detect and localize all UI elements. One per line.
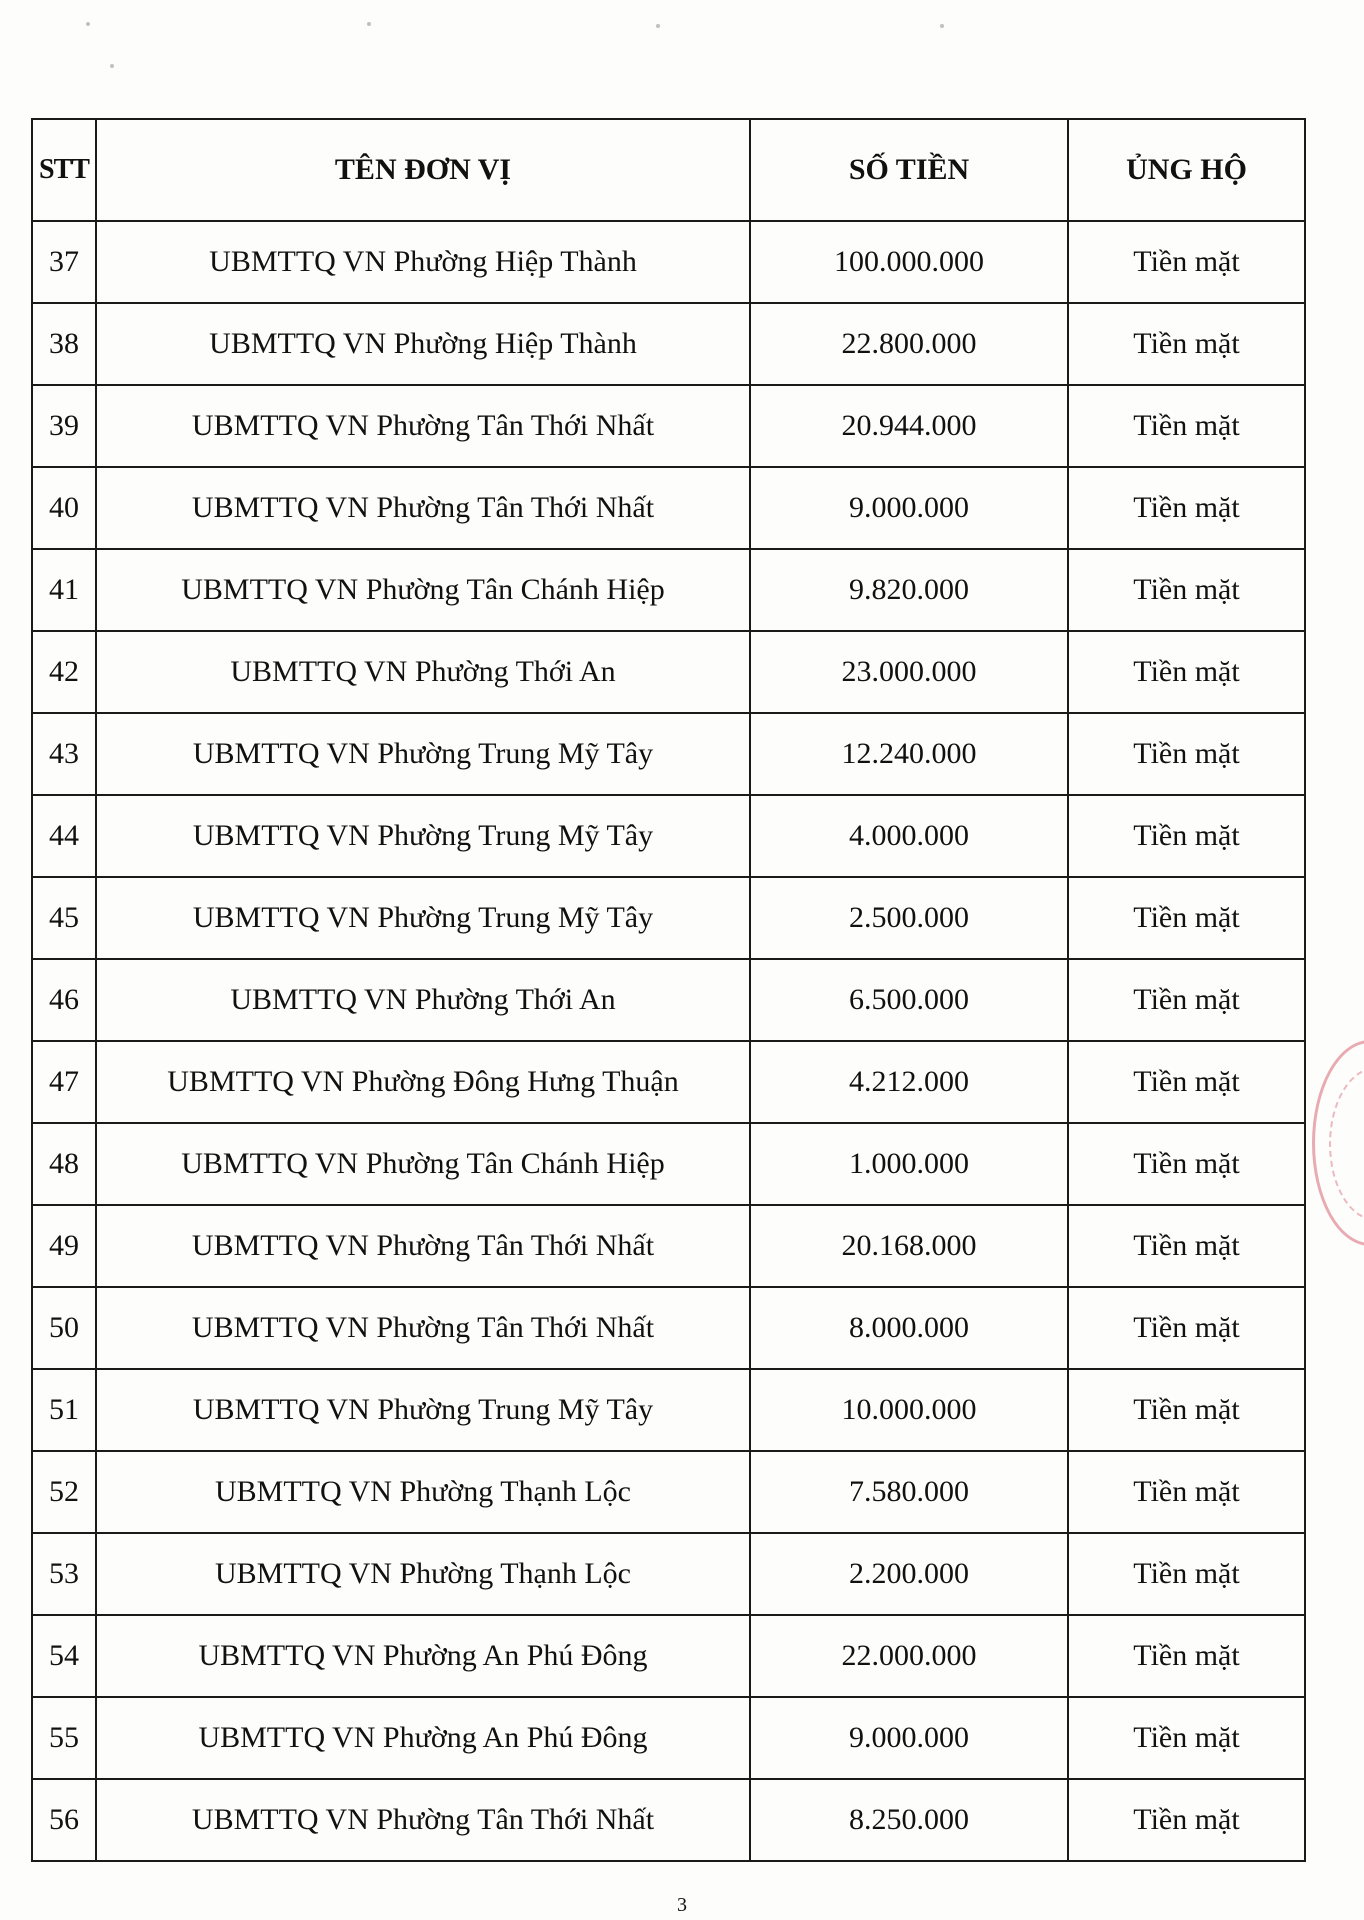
table-row [32, 385, 1305, 467]
table-row [32, 631, 1305, 713]
cell-stt: 49 [32, 1205, 96, 1287]
cell-donation-type: Tiền mặt [1068, 795, 1305, 877]
scan-speck [110, 64, 114, 68]
cell-unit-name: UBMTTQ VN Phường Trung Mỹ Tây [96, 795, 750, 877]
cell-donation-type: Tiền mặt [1068, 1451, 1305, 1533]
cell-unit-name: UBMTTQ VN Phường Hiệp Thành [96, 221, 750, 303]
table-row [32, 1533, 1305, 1615]
cell-amount: 9.000.000 [750, 467, 1068, 549]
cell-stt: 52 [32, 1451, 96, 1533]
cell-stt: 48 [32, 1123, 96, 1205]
table-row [32, 467, 1305, 549]
table-row [32, 1369, 1305, 1451]
cell-amount: 4.000.000 [750, 795, 1068, 877]
cell-unit-name: UBMTTQ VN Phường Hiệp Thành [96, 303, 750, 385]
cell-donation-type: Tiền mặt [1068, 1615, 1305, 1697]
cell-unit-name: UBMTTQ VN Phường Trung Mỹ Tây [96, 877, 750, 959]
cell-stt: 46 [32, 959, 96, 1041]
cell-donation-type: Tiền mặt [1068, 713, 1305, 795]
table-row [32, 549, 1305, 631]
cell-donation-type: Tiền mặt [1068, 1123, 1305, 1205]
table-row [32, 303, 1305, 385]
cell-unit-name: UBMTTQ VN Phường Thạnh Lộc [96, 1451, 750, 1533]
cell-stt: 40 [32, 467, 96, 549]
cell-unit-name: UBMTTQ VN Phường Thới An [96, 631, 750, 713]
scan-speck [86, 22, 90, 26]
cell-unit-name: UBMTTQ VN Phường Tân Thới Nhất [96, 1205, 750, 1287]
cell-stt: 54 [32, 1615, 96, 1697]
cell-amount: 9.000.000 [750, 1697, 1068, 1779]
cell-amount: 8.000.000 [750, 1287, 1068, 1369]
cell-unit-name: UBMTTQ VN Phường Thạnh Lộc [96, 1533, 750, 1615]
cell-unit-name: UBMTTQ VN Phường Trung Mỹ Tây [96, 1369, 750, 1451]
cell-donation-type: Tiền mặt [1068, 1779, 1305, 1861]
header-unit-name: TÊN ĐƠN VỊ [96, 119, 750, 221]
cell-amount: 12.240.000 [750, 713, 1068, 795]
cell-donation-type: Tiền mặt [1068, 1041, 1305, 1123]
cell-donation-type: Tiền mặt [1068, 467, 1305, 549]
cell-stt: 38 [32, 303, 96, 385]
cell-stt: 56 [32, 1779, 96, 1861]
cell-unit-name: UBMTTQ VN Phường Tân Thới Nhất [96, 467, 750, 549]
cell-donation-type: Tiền mặt [1068, 1287, 1305, 1369]
cell-amount: 22.800.000 [750, 303, 1068, 385]
cell-donation-type: Tiền mặt [1068, 221, 1305, 303]
table-body [32, 221, 1305, 1861]
header-amount: SỐ TIỀN [750, 119, 1068, 221]
cell-donation-type: Tiền mặt [1068, 1369, 1305, 1451]
cell-amount: 100.000.000 [750, 221, 1068, 303]
cell-unit-name: UBMTTQ VN Phường Trung Mỹ Tây [96, 713, 750, 795]
cell-stt: 47 [32, 1041, 96, 1123]
cell-unit-name: UBMTTQ VN Phường Tân Chánh Hiệp [96, 549, 750, 631]
cell-donation-type: Tiền mặt [1068, 1533, 1305, 1615]
cell-stt: 43 [32, 713, 96, 795]
cell-unit-name: UBMTTQ VN Phường An Phú Đông [96, 1615, 750, 1697]
table-row [32, 959, 1305, 1041]
cell-donation-type: Tiền mặt [1068, 549, 1305, 631]
cell-donation-type: Tiền mặt [1068, 385, 1305, 467]
cell-amount: 20.168.000 [750, 1205, 1068, 1287]
cell-stt: 45 [32, 877, 96, 959]
cell-donation-type: Tiền mặt [1068, 877, 1305, 959]
table-row [32, 1205, 1305, 1287]
red-seal-stamp [1312, 1040, 1364, 1246]
cell-stt: 53 [32, 1533, 96, 1615]
table-header [32, 119, 1305, 221]
cell-amount: 4.212.000 [750, 1041, 1068, 1123]
scan-speck [940, 24, 944, 28]
scan-speck [367, 22, 371, 26]
table-row [32, 1779, 1305, 1861]
cell-donation-type: Tiền mặt [1068, 631, 1305, 713]
page-number: 3 [677, 1894, 687, 1916]
cell-donation-type: Tiền mặt [1068, 1697, 1305, 1779]
donation-table [31, 118, 1306, 1862]
cell-amount: 2.500.000 [750, 877, 1068, 959]
table-row [32, 877, 1305, 959]
cell-donation-type: Tiền mặt [1068, 303, 1305, 385]
cell-stt: 42 [32, 631, 96, 713]
cell-stt: 37 [32, 221, 96, 303]
cell-amount: 9.820.000 [750, 549, 1068, 631]
table-row [32, 713, 1305, 795]
cell-amount: 2.200.000 [750, 1533, 1068, 1615]
cell-amount: 10.000.000 [750, 1369, 1068, 1451]
header-row [32, 119, 1305, 221]
cell-stt: 50 [32, 1287, 96, 1369]
cell-unit-name: UBMTTQ VN Phường Tân Thới Nhất [96, 1287, 750, 1369]
cell-unit-name: UBMTTQ VN Phường Tân Thới Nhất [96, 385, 750, 467]
cell-stt: 39 [32, 385, 96, 467]
cell-unit-name: UBMTTQ VN Phường An Phú Đông [96, 1697, 750, 1779]
header-donation-type: ỦNG HỘ [1068, 119, 1305, 221]
cell-amount: 22.000.000 [750, 1615, 1068, 1697]
cell-stt: 51 [32, 1369, 96, 1451]
table-row [32, 1615, 1305, 1697]
header-stt: STT [32, 119, 96, 221]
cell-amount: 8.250.000 [750, 1779, 1068, 1861]
cell-unit-name: UBMTTQ VN Phường Tân Chánh Hiệp [96, 1123, 750, 1205]
cell-amount: 1.000.000 [750, 1123, 1068, 1205]
table-row [32, 1123, 1305, 1205]
table-row [32, 221, 1305, 303]
cell-amount: 7.580.000 [750, 1451, 1068, 1533]
cell-unit-name: UBMTTQ VN Phường Thới An [96, 959, 750, 1041]
cell-stt: 41 [32, 549, 96, 631]
table-row [32, 1287, 1305, 1369]
cell-amount: 6.500.000 [750, 959, 1068, 1041]
cell-donation-type: Tiền mặt [1068, 959, 1305, 1041]
scan-speck [656, 24, 660, 28]
cell-donation-type: Tiền mặt [1068, 1205, 1305, 1287]
cell-unit-name: UBMTTQ VN Phường Tân Thới Nhất [96, 1779, 750, 1861]
table-row [32, 1041, 1305, 1123]
table-row [32, 1451, 1305, 1533]
cell-stt: 44 [32, 795, 96, 877]
cell-amount: 23.000.000 [750, 631, 1068, 713]
cell-amount: 20.944.000 [750, 385, 1068, 467]
cell-stt: 55 [32, 1697, 96, 1779]
table-row [32, 1697, 1305, 1779]
table-row [32, 795, 1305, 877]
cell-unit-name: UBMTTQ VN Phường Đông Hưng Thuận [96, 1041, 750, 1123]
